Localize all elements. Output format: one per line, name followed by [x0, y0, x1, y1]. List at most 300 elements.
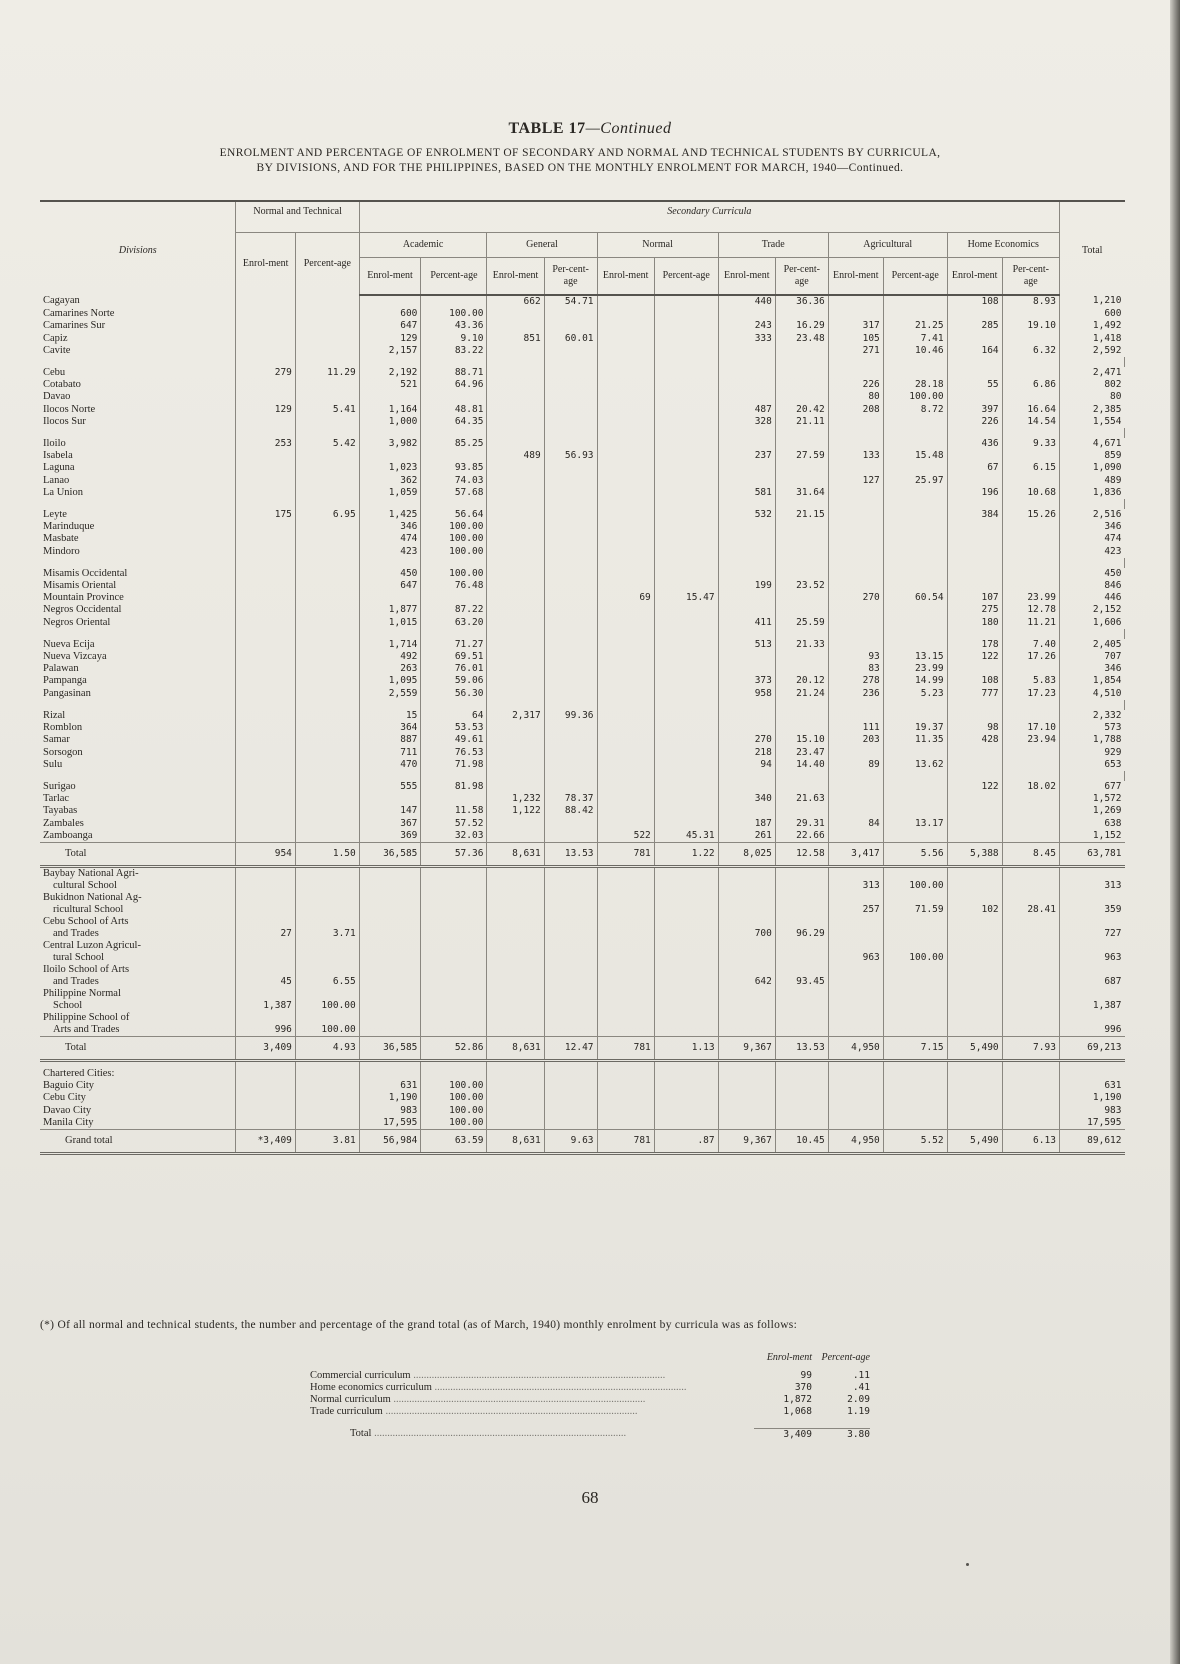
spacer-cell [295, 700, 359, 710]
value-cell: 11.21 [1002, 617, 1059, 629]
value-cell: 261 [718, 830, 775, 843]
value-cell: 12.58 [775, 842, 828, 866]
value-cell: 711 [359, 747, 421, 759]
value-cell [236, 734, 295, 746]
value-cell [828, 781, 883, 793]
value-cell [597, 617, 654, 629]
empty-cell [544, 1060, 597, 1080]
value-cell: 16.64 [1002, 404, 1059, 416]
spacer-cell [421, 700, 487, 710]
value-cell [597, 747, 654, 759]
value-cell [1002, 818, 1059, 830]
value-cell: 71.98 [421, 759, 487, 771]
division-name: Sorsogon [40, 747, 236, 759]
value-cell [947, 475, 1002, 487]
value-cell: 1,425 [359, 509, 421, 521]
spacer-cell [544, 771, 597, 781]
value-cell: 107 [947, 592, 1002, 604]
value-cell: 446 [1104, 592, 1122, 604]
value-cell: 653 [1104, 758, 1122, 770]
value-cell [775, 892, 828, 916]
value-cell: 317 [828, 320, 883, 332]
value-cell [654, 509, 718, 521]
spacer-cell [40, 428, 236, 438]
value-cell [883, 617, 947, 629]
value-cell: 384 [947, 509, 1002, 521]
value-cell: 108 [947, 295, 1002, 308]
value-cell [295, 818, 359, 830]
value-cell: 1,836 [1092, 486, 1122, 498]
value-cell: 1,023 [359, 462, 421, 474]
division-name: Romblon [40, 722, 236, 734]
value-cell [828, 916, 883, 940]
value-cell: 521 [359, 379, 421, 391]
value-cell: 100.00 [421, 546, 487, 558]
value-cell [718, 533, 775, 545]
value-cell [359, 391, 421, 403]
header-academic: Academic [359, 233, 487, 258]
value-cell: 14.99 [883, 675, 947, 687]
value-cell [295, 308, 359, 320]
value-cell: 15.26 [1002, 509, 1059, 521]
division-name: Cebu [40, 367, 236, 379]
value-cell: 600 [1104, 308, 1122, 320]
footnote-item [310, 1382, 870, 1394]
value-cell: 1.22 [654, 842, 718, 866]
value-cell [597, 1012, 654, 1037]
value-cell [828, 639, 883, 651]
value-cell: 122 [947, 651, 1002, 663]
value-cell [544, 964, 597, 988]
school-name-line: Cebu School of Arts [43, 915, 129, 927]
value-cell [487, 475, 544, 487]
value-cell: 270 [718, 734, 775, 746]
spacer-cell [597, 499, 654, 509]
value-cell [718, 592, 775, 604]
value-cell [775, 1092, 828, 1104]
value-cell: 6.86 [1002, 379, 1059, 391]
value-cell: 13.62 [883, 759, 947, 771]
value-cell [544, 475, 597, 487]
value-cell [597, 416, 654, 428]
value-cell [947, 308, 1002, 320]
value-cell [544, 379, 597, 391]
value-cell: 6.32 [1002, 345, 1059, 357]
value-cell [597, 438, 654, 450]
header-home-economics: Home Economics [947, 233, 1059, 258]
spacer-cell [718, 499, 775, 509]
value-cell [487, 320, 544, 332]
header-academic-enrolment: Enrol-ment [359, 258, 421, 296]
value-cell: 687 [1104, 975, 1122, 987]
spacer-cell [1059, 771, 1124, 781]
value-cell [1002, 1092, 1059, 1104]
value-cell: 263 [359, 663, 421, 675]
value-cell [597, 818, 654, 830]
value-cell [544, 1092, 597, 1104]
value-cell [775, 866, 828, 892]
value-cell [718, 940, 775, 964]
value-cell: 1,210 [1092, 295, 1122, 306]
spacer-cell [947, 700, 1002, 710]
value-cell [828, 1092, 883, 1104]
value-cell [295, 320, 359, 332]
value-cell: 71.27 [421, 639, 487, 651]
value-cell: 56.30 [421, 688, 487, 700]
value-cell: 487 [718, 404, 775, 416]
value-cell: 22.66 [775, 830, 828, 843]
value-cell [597, 722, 654, 734]
value-cell: 54.71 [544, 295, 597, 308]
value-cell: 56.64 [421, 509, 487, 521]
division-row [40, 617, 1125, 629]
value-cell: 16.29 [775, 320, 828, 332]
table-title [0, 120, 1180, 138]
spacer-cell [828, 558, 883, 568]
division-row [40, 345, 1125, 357]
value-cell: 57.36 [421, 842, 487, 866]
value-cell: 89 [828, 759, 883, 771]
value-cell: 63.20 [421, 617, 487, 629]
header-nt-enrolment: Enrol-ment [236, 233, 295, 296]
value-cell [487, 818, 544, 830]
school-name-line: and Trades [53, 975, 99, 987]
value-cell: 11.58 [421, 805, 487, 817]
value-cell [295, 533, 359, 545]
value-cell [947, 830, 1002, 843]
school-name [40, 988, 236, 1012]
value-cell [544, 747, 597, 759]
value-cell [295, 722, 359, 734]
value-cell: 1,606 [1092, 616, 1122, 628]
value-cell: 5,490 [947, 1129, 1002, 1153]
value-cell: 929 [1104, 746, 1122, 758]
value-cell: 13.53 [544, 842, 597, 866]
value-cell [775, 1105, 828, 1117]
value-cell [654, 892, 718, 916]
value-cell: 69 [597, 592, 654, 604]
spacer-row [40, 700, 1125, 710]
spacer-cell [421, 428, 487, 438]
value-cell: 333 [718, 333, 775, 345]
value-cell [236, 781, 295, 793]
value-cell [947, 805, 1002, 817]
spacer-cell [597, 771, 654, 781]
value-cell [883, 533, 947, 545]
value-cell: 470 [359, 759, 421, 771]
value-cell [487, 580, 544, 592]
spacer-cell [295, 428, 359, 438]
value-cell [487, 639, 544, 651]
value-cell [597, 651, 654, 663]
value-cell [883, 604, 947, 616]
value-cell [487, 781, 544, 793]
value-cell: 19.10 [1002, 320, 1059, 332]
value-cell [544, 639, 597, 651]
spacer-cell [947, 771, 1002, 781]
value-cell [359, 1012, 421, 1037]
value-cell [1002, 580, 1059, 592]
value-cell: 108 [947, 675, 1002, 687]
spacer-cell [775, 357, 828, 367]
value-cell [487, 964, 544, 988]
value-cell: 36.36 [775, 295, 828, 308]
division-name: Misamis Oriental [40, 580, 236, 592]
value-cell: 100.00 [421, 1105, 487, 1117]
value-cell [828, 295, 883, 308]
value-cell: 700 [718, 916, 775, 940]
value-cell [295, 546, 359, 558]
value-cell: 187 [718, 818, 775, 830]
value-cell [883, 546, 947, 558]
spacer-cell [775, 558, 828, 568]
value-cell [775, 1012, 828, 1037]
spacer-cell [1002, 499, 1059, 509]
value-cell [883, 639, 947, 651]
value-cell: 2,471 [1092, 367, 1122, 379]
value-cell: 237 [718, 450, 775, 462]
value-cell [1002, 308, 1059, 320]
value-cell [654, 475, 718, 487]
school-name-line: ricultural School [53, 903, 124, 915]
value-cell [236, 688, 295, 700]
value-cell: 29.31 [775, 818, 828, 830]
value-cell [544, 1117, 597, 1130]
header-divisions: Divisions [40, 201, 236, 295]
value-cell: 52.86 [421, 1036, 487, 1060]
value-cell [775, 805, 828, 817]
value-cell [1002, 475, 1059, 487]
spacer-cell [421, 629, 487, 639]
value-cell: 411 [718, 617, 775, 629]
value-cell [883, 805, 947, 817]
value-cell [597, 345, 654, 357]
value-cell [295, 940, 359, 964]
value-cell [947, 333, 1002, 345]
value-cell [359, 988, 421, 1012]
value-cell [775, 475, 828, 487]
value-cell [236, 617, 295, 629]
value-cell [236, 759, 295, 771]
spacer-cell [487, 771, 544, 781]
spacer-cell [828, 499, 883, 509]
header-nt-percentage: Percent-age [295, 233, 359, 296]
division-row [40, 722, 1125, 734]
value-cell [947, 1105, 1002, 1117]
value-cell: 203 [828, 734, 883, 746]
value-cell: 27 [236, 916, 295, 940]
value-cell: 17,595 [1087, 1116, 1122, 1128]
value-cell [295, 580, 359, 592]
value-cell [947, 1117, 1002, 1130]
value-cell [295, 462, 359, 474]
value-cell: 9,367 [718, 1036, 775, 1060]
value-cell: 1,122 [487, 805, 544, 817]
value-cell: 8,025 [718, 842, 775, 866]
value-cell [421, 866, 487, 892]
school-row [40, 988, 1125, 1012]
total-label: Total [40, 842, 236, 866]
value-cell [654, 438, 718, 450]
value-cell: 23.94 [1002, 734, 1059, 746]
footnote-item-label: Normal curriculum ..... [310, 1394, 754, 1406]
value-cell [718, 367, 775, 379]
spacer-cell [1002, 771, 1059, 781]
value-cell: 983 [359, 1105, 421, 1117]
value-cell [718, 663, 775, 675]
value-cell [1002, 450, 1059, 462]
value-cell: 17.10 [1002, 722, 1059, 734]
value-cell [883, 308, 947, 320]
spacer-cell [775, 771, 828, 781]
division-row [40, 710, 1125, 722]
value-cell [1002, 391, 1059, 403]
value-cell [828, 747, 883, 759]
value-cell [1002, 916, 1059, 940]
value-cell: 662 [487, 295, 544, 308]
value-cell [718, 1105, 775, 1117]
value-cell [295, 1092, 359, 1104]
value-cell: 36,585 [359, 842, 421, 866]
page-number: 68 [581, 1488, 599, 1507]
value-cell [1002, 940, 1059, 964]
value-cell [718, 1117, 775, 1130]
value-cell: 346 [1104, 521, 1122, 533]
footnote-col-percent: Percent-age [821, 1352, 870, 1363]
value-cell [654, 675, 718, 687]
value-cell: 57.68 [421, 487, 487, 499]
value-cell [359, 592, 421, 604]
division-name: Manila City [40, 1117, 236, 1130]
total-row [40, 1036, 1125, 1060]
value-cell [597, 487, 654, 499]
value-cell [883, 710, 947, 722]
division-name: Pangasinan [40, 688, 236, 700]
value-cell [487, 521, 544, 533]
value-cell [947, 940, 1002, 964]
title-text: TABLE 17 [508, 120, 586, 137]
footnote-total-percent: 3.80 [812, 1428, 870, 1440]
value-cell [654, 1092, 718, 1104]
value-cell: 436 [947, 438, 1002, 450]
header-trade-enrolment: Enrol-ment [718, 258, 775, 296]
value-cell [295, 663, 359, 675]
division-row [40, 462, 1125, 474]
value-cell: 100.00 [421, 521, 487, 533]
value-cell [883, 830, 947, 843]
footnote-item-enrolment: 370 [794, 1382, 812, 1393]
table-body [40, 295, 1125, 1153]
header-academic-percentage: Percent-age [421, 258, 487, 296]
division-name: Ilocos Sur [40, 416, 236, 428]
value-cell: 631 [359, 1080, 421, 1092]
spacer-cell [236, 357, 295, 367]
value-cell: 6.15 [1002, 462, 1059, 474]
value-cell: 2,192 [359, 367, 421, 379]
spacer-cell [775, 499, 828, 509]
value-cell: 89,612 [1059, 1129, 1124, 1153]
value-cell: 364 [359, 722, 421, 734]
value-cell: 6.55 [295, 964, 359, 988]
empty-cell [828, 1060, 883, 1080]
value-cell: 20.42 [775, 404, 828, 416]
value-cell [654, 533, 718, 545]
value-cell [775, 722, 828, 734]
spacer-cell [359, 558, 421, 568]
value-cell: 1,190 [1092, 1092, 1122, 1104]
value-cell [421, 988, 487, 1012]
spacer-row [40, 499, 1125, 509]
value-cell: 1,492 [1092, 320, 1122, 332]
value-cell [487, 604, 544, 616]
value-cell: 257 [828, 892, 883, 916]
value-cell [828, 438, 883, 450]
division-name: Nueva Vizcaya [40, 651, 236, 663]
value-cell: 71.59 [883, 892, 947, 916]
value-cell [775, 308, 828, 320]
value-cell: 8.45 [1002, 842, 1059, 866]
header-agricultural-percentage: Percent-age [883, 258, 947, 296]
value-cell: 21.15 [775, 509, 828, 521]
value-cell [544, 604, 597, 616]
value-cell [718, 546, 775, 558]
value-cell [1002, 747, 1059, 759]
value-cell [597, 308, 654, 320]
value-cell: 3,409 [236, 1036, 295, 1060]
value-cell [544, 916, 597, 940]
value-cell [883, 781, 947, 793]
value-cell: 55 [947, 379, 1002, 391]
school-name [40, 940, 236, 964]
value-cell [775, 367, 828, 379]
value-cell [295, 651, 359, 663]
spacer-cell [421, 499, 487, 509]
value-cell: *3,409 [236, 1129, 295, 1153]
value-cell: 98 [947, 722, 1002, 734]
value-cell [236, 533, 295, 545]
value-cell [544, 533, 597, 545]
value-cell [236, 450, 295, 462]
value-cell: 11.35 [883, 734, 947, 746]
value-cell [718, 604, 775, 616]
value-cell [828, 964, 883, 988]
value-cell: 13.53 [775, 1036, 828, 1060]
value-cell [775, 546, 828, 558]
value-cell: 1,714 [359, 639, 421, 651]
value-cell [487, 988, 544, 1012]
value-cell [597, 1105, 654, 1117]
value-cell [947, 568, 1002, 580]
value-cell [487, 747, 544, 759]
value-cell [487, 1080, 544, 1092]
value-cell: 3,982 [359, 438, 421, 450]
value-cell: 57.52 [421, 818, 487, 830]
value-cell [295, 639, 359, 651]
value-cell [236, 308, 295, 320]
division-name: Mindoro [40, 546, 236, 558]
spacer-cell [1002, 629, 1059, 639]
footnote-total-label: Total ..... [310, 1428, 754, 1440]
value-cell [654, 416, 718, 428]
value-cell: 14.54 [1002, 416, 1059, 428]
spacer-cell [775, 700, 828, 710]
value-cell [421, 450, 487, 462]
school-name-line: Iloilo School of Arts [43, 963, 130, 975]
division-row [40, 391, 1125, 403]
value-cell [1002, 568, 1059, 580]
value-cell [1002, 964, 1059, 988]
value-cell [295, 892, 359, 916]
